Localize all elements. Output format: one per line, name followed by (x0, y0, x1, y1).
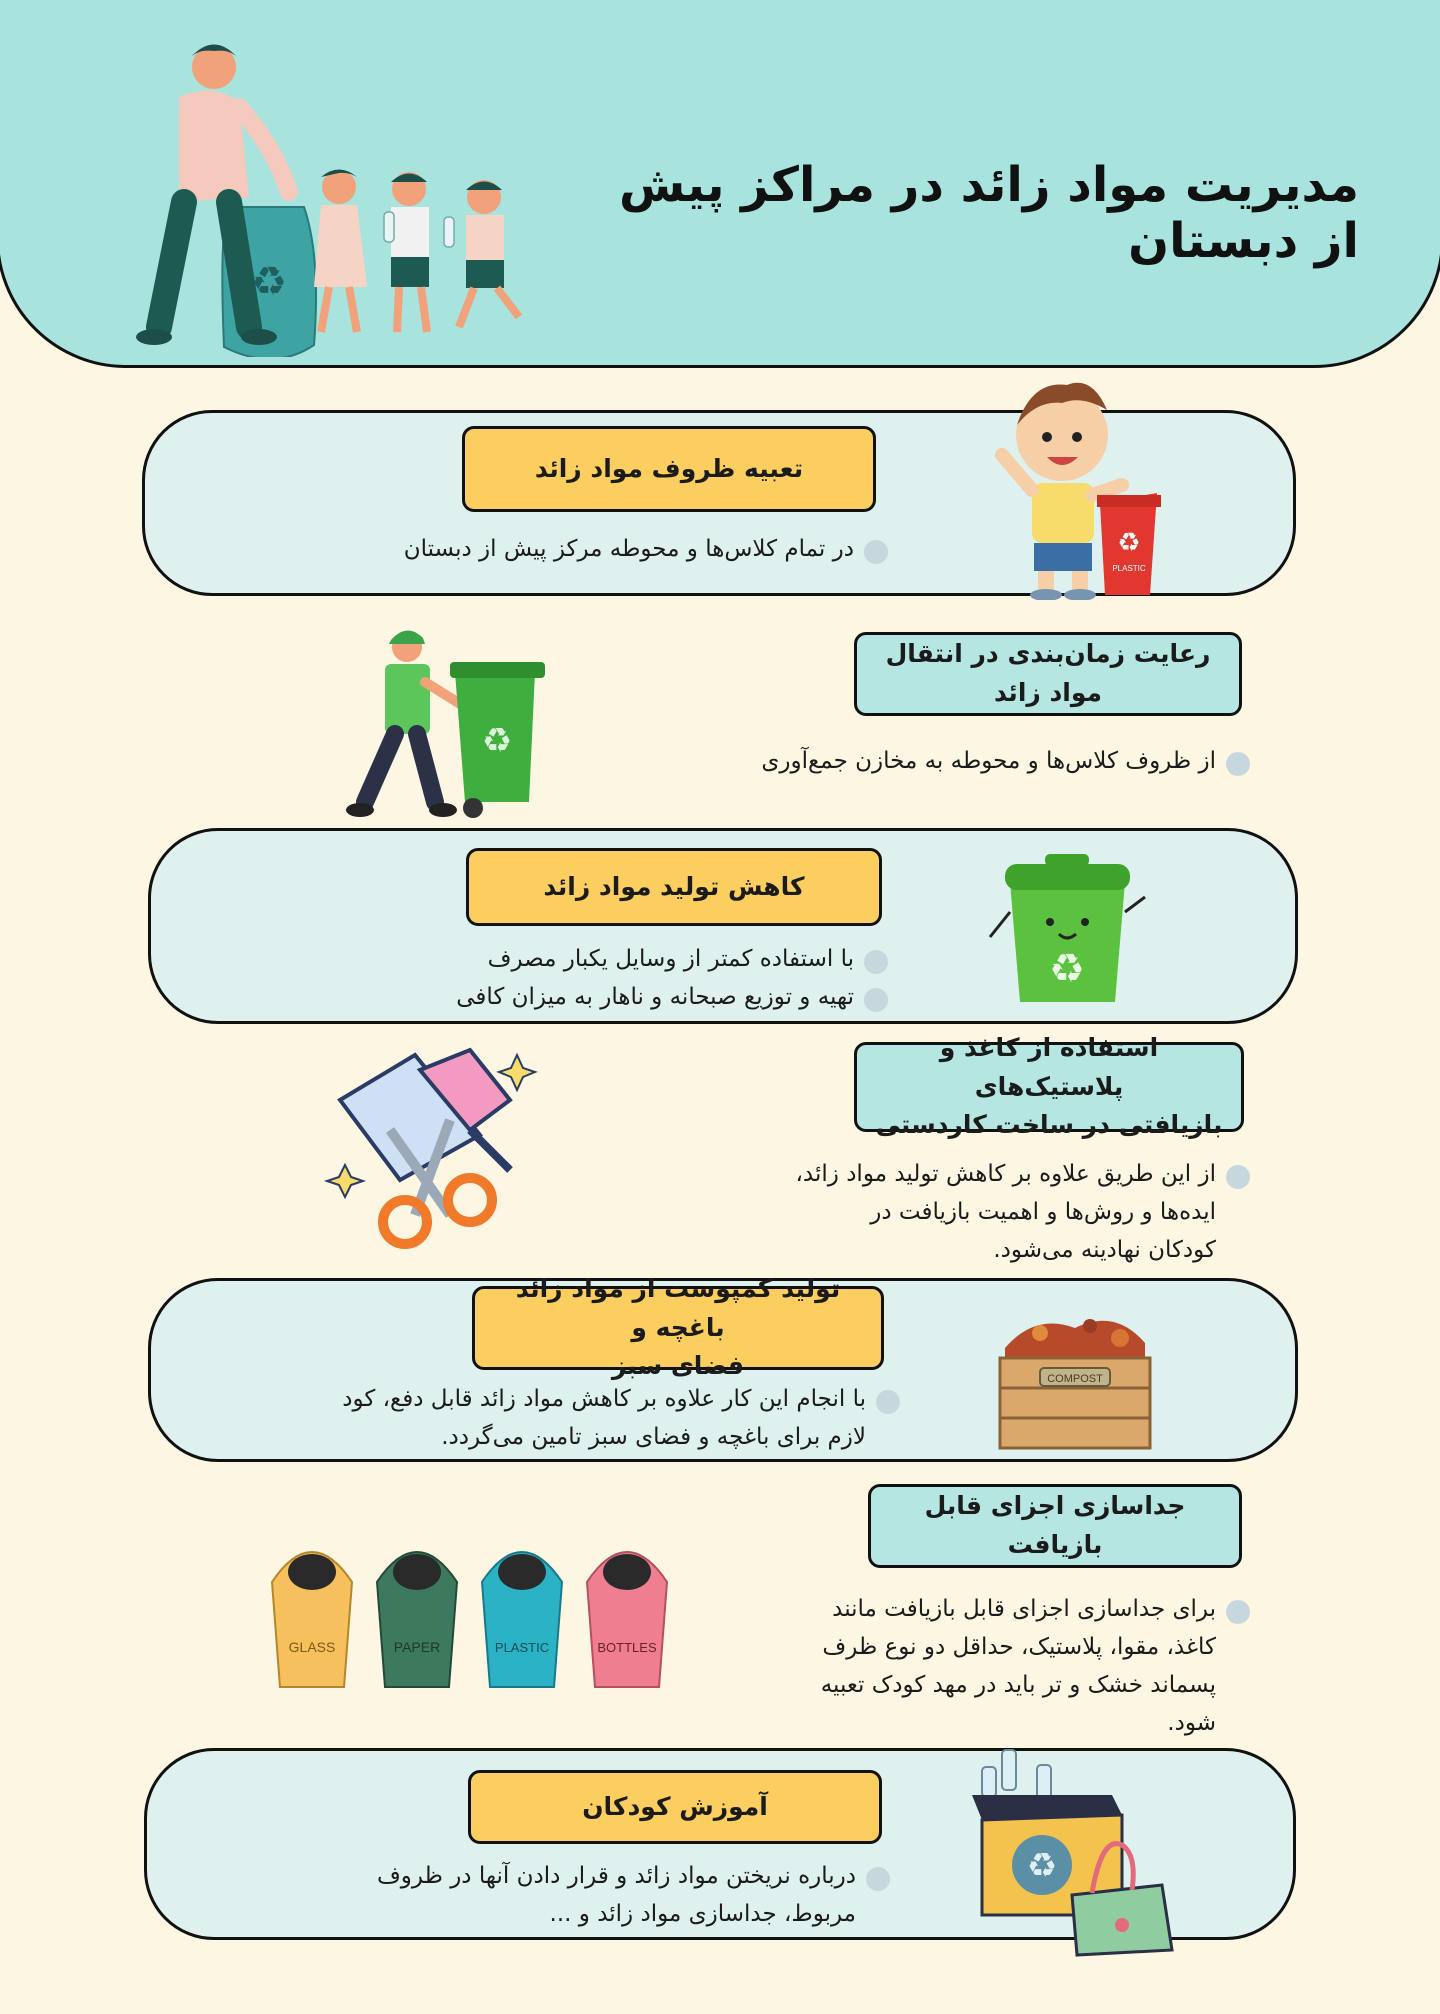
section-separation-heading: جداسازی اجزای قابل بازیافت (868, 1484, 1242, 1568)
section-schedule-heading-line2: مواد زائد (993, 678, 1103, 707)
section-separation-bullet-line2: کاغذ، مقوا، پلاستیک، حداقل دو نوع ظرف (822, 1634, 1216, 1660)
section-separation-bullet-line4: شود. (1167, 1710, 1216, 1736)
teacher-children-recycling-illustration (99, 27, 559, 357)
section-reduce-bullet-2: تهیه و توزیع صبحانه و ناهار به میزان کافی (390, 978, 890, 1016)
svg-text:♻: ♻ (251, 259, 287, 305)
paper-bin (377, 1552, 457, 1687)
svg-text:♻: ♻ (481, 721, 513, 761)
svg-text:♻: ♻ (1049, 946, 1085, 992)
section-compost-bullet-line1: با انجام این کار علاوه بر کاهش مواد زائد قابل دفع، کود (342, 1386, 866, 1412)
section-schedule-bullet: از ظروف کلاس‌ها و محوطه به مخازن جمع‌آوری (712, 742, 1252, 780)
compost-crate-label: COMPOST (1047, 1373, 1103, 1385)
bottles-bin (587, 1552, 667, 1687)
section-schedule-heading-line1: رعایت زمان‌بندی در انتقال (885, 639, 1211, 669)
section-reduce-bullet-1: با استفاده کمتر از وسایل یکبار مصرف (390, 940, 890, 978)
svg-text:♻: ♻ (1117, 528, 1141, 558)
section-crafts-heading (854, 1032, 1244, 1140)
plastic-bin (482, 1552, 562, 1687)
recycling-bins-illustration (262, 1522, 692, 1697)
section-schedule-heading (854, 632, 1242, 716)
recycling-box-bag-illustration (962, 1735, 1187, 1960)
section-education-bullet-line1: درباره نریختن مواد زائد و قرار دادن آنها در ظروف (376, 1863, 856, 1889)
section-compost-bullet (302, 1380, 902, 1456)
section-reduce-heading: کاهش تولید مواد زائد (466, 848, 882, 926)
section-education-bullet-line2: مربوط، جداسازی مواد زائد و ... (549, 1901, 856, 1927)
section-education-bullet (352, 1857, 892, 1933)
worker-green-bin-illustration (325, 612, 555, 827)
page-title: مدیریت مواد زائد در مراکز پیش از دبستان (619, 157, 1359, 269)
section-separation-bullet (782, 1590, 1252, 1742)
boy-plastic-bin-illustration (972, 365, 1182, 600)
section-crafts-bullet-line2: ایده‌ها و روش‌ها و اهمیت بازیافت در (870, 1199, 1216, 1225)
plastic-bin-label: PLASTIC (1112, 564, 1146, 573)
plastic-bin-label: PLASTIC (494, 1640, 550, 1655)
bottles-bin-label: BOTTLES (597, 1640, 657, 1655)
section-separation-bullet-line3: پسماند خشک و تر باید در مهد کودک تعبیه (820, 1672, 1216, 1698)
compost-crate-illustration (995, 1308, 1155, 1450)
section-crafts-bullet-line3: کودکان نهادینه می‌شود. (993, 1237, 1216, 1263)
section-crafts-heading-line1: استفاده از کاغذ و پلاستیک‌های (939, 1032, 1159, 1101)
section-compost-heading-line2: فضای سبز (611, 1351, 745, 1381)
section-crafts-bullet (732, 1155, 1252, 1269)
smiling-recycle-bin-illustration (985, 842, 1155, 1012)
section-education-heading: آموزش کودکان (468, 1770, 882, 1844)
section-crafts-bullet-line1: از این طریق علاوه بر کاهش تولید مواد زائد، (795, 1161, 1216, 1187)
section-compost-bullet-line2: لازم برای باغچه و فضای سبز تامین می‌گردد. (441, 1424, 866, 1450)
section-crafts-heading-line2: بازیافتی در ساخت کاردستی (875, 1110, 1223, 1140)
header-banner (0, 0, 1440, 368)
section-waste-bins-heading: تعبیه ظروف مواد زائد (462, 426, 876, 512)
section-compost-heading-line1: تولید کمپوست از مواد زائد باغچه و (515, 1273, 841, 1342)
glass-bin (272, 1552, 352, 1687)
svg-text:♻: ♻ (1026, 1846, 1058, 1886)
section-waste-bins-bullet: در تمام کلاس‌ها و محوطه مرکز پیش از دبستان (330, 530, 890, 568)
paper-bin-label: PAPER (393, 1639, 441, 1655)
scissors-glue-paper-illustration (320, 1040, 540, 1255)
section-separation-bullet-line1: برای جداسازی اجزای قابل بازیافت مانند (832, 1596, 1216, 1622)
section-compost-heading (472, 1273, 884, 1381)
glass-bin-label: GLASS (288, 1639, 336, 1655)
